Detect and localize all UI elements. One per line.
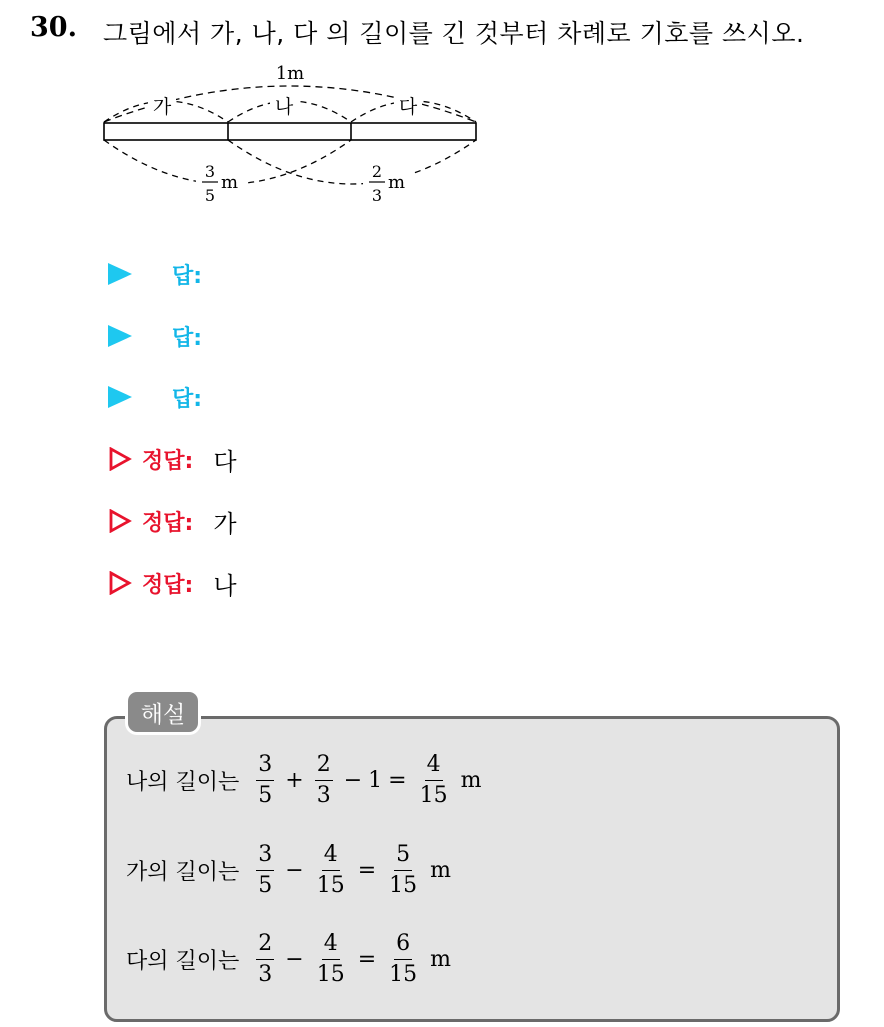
total-length-label: 1m xyxy=(275,63,305,84)
fraction: $\frac{4}{15}$ xyxy=(316,931,345,987)
answer-label: 답: xyxy=(172,325,203,351)
segment-ga-label: 가 xyxy=(152,96,172,118)
fraction: $\frac{4}{15}$ xyxy=(316,842,345,898)
fraction: $\frac{3}{5}$ xyxy=(258,752,273,808)
bottom-right-num: 2 xyxy=(371,162,383,181)
solution-prefix: 다의 길이는 xyxy=(126,949,240,974)
segment-da-label: 다 xyxy=(398,96,418,118)
fraction: $\frac{2}{3}$ xyxy=(316,752,331,808)
solution-line-3: 다의 길이는 $\frac{2}{3}$ − $\frac{4}{15}$ = $\frac{6}{15}$ m xyxy=(126,931,452,987)
solution-line-2: 가의 길이는 $\frac{3}{5}$ − $\frac{4}{15}$ = $\frac{5}{15}$ m xyxy=(126,842,452,898)
bottom-left-unit: m xyxy=(221,172,239,193)
bottom-right-arc xyxy=(228,140,476,184)
play-icon xyxy=(108,325,132,347)
segment-na-label: 나 xyxy=(274,96,294,118)
bottom-right-unit: m xyxy=(388,172,406,193)
fraction: $\frac{5}{15}$ xyxy=(389,842,418,898)
correct-answer-value: 다 xyxy=(213,447,237,476)
play-outline-icon xyxy=(108,447,132,471)
correct-answer-value: 가 xyxy=(213,509,237,538)
play-outline-icon xyxy=(108,571,132,595)
bottom-right-den: 3 xyxy=(371,186,383,205)
play-icon xyxy=(108,386,132,408)
answer-row-3 xyxy=(108,382,202,412)
fraction: $\frac{3}{5}$ xyxy=(258,842,273,898)
solution-prefix: 가의 길이는 xyxy=(126,860,240,885)
correct-answer-label: 정답: xyxy=(142,448,194,474)
answer-row-2 xyxy=(108,321,202,351)
fraction: $\frac{4}{15}$ xyxy=(419,752,448,808)
bottom-left-den: 5 xyxy=(204,186,216,205)
play-outline-icon xyxy=(108,509,132,533)
correct-answer-value: 나 xyxy=(213,571,237,600)
fraction: $\frac{2}{3}$ xyxy=(258,931,273,987)
fraction: $\frac{6}{15}$ xyxy=(389,931,418,987)
answer-label: 답: xyxy=(172,386,203,412)
answer-row-1 xyxy=(108,259,202,289)
solution-prefix: 나의 길이는 xyxy=(126,770,240,795)
answer-label: 답: xyxy=(172,263,203,289)
correct-answer-row-1 xyxy=(108,444,237,474)
correct-answer-row-3 xyxy=(108,568,237,598)
length-diagram xyxy=(90,58,490,208)
question-number: 30. xyxy=(30,12,77,43)
bottom-left-num: 3 xyxy=(204,162,216,181)
segment-bar xyxy=(104,123,476,140)
correct-answer-label: 정답: xyxy=(142,572,194,598)
question-text: 그림에서 가, 나, 다 의 길이를 긴 것부터 차례로 기호를 쓰시오. xyxy=(103,19,805,48)
play-icon xyxy=(108,263,132,285)
solution-tab: 해설 xyxy=(128,692,198,732)
solution-line-1: 나의 길이는 $\frac{3}{5}$ + $\frac{2}{3}$ − 1 = $\frac{4}{15}$ m xyxy=(126,752,482,808)
correct-answer-label: 정답: xyxy=(142,510,194,536)
correct-answer-row-2 xyxy=(108,506,237,536)
